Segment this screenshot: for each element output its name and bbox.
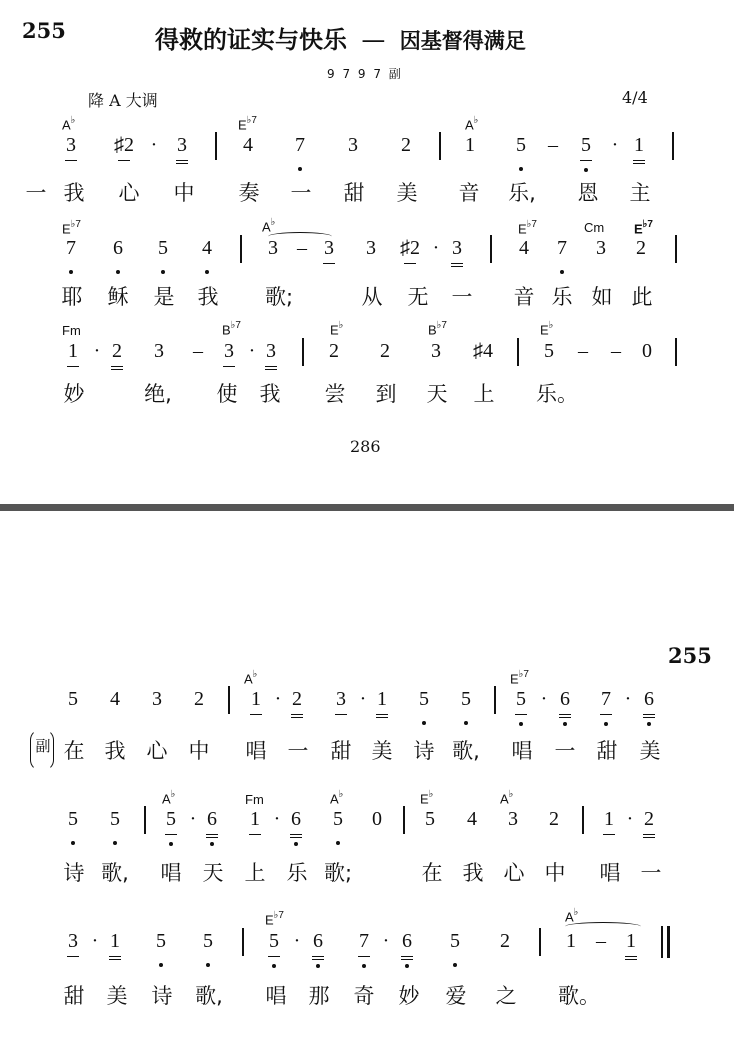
note: 4 — [467, 808, 477, 830]
lyric: 唱 — [245, 739, 267, 763]
bar-line — [582, 806, 584, 834]
dot: · — [359, 688, 367, 710]
lyric: 妙 — [63, 382, 85, 406]
lyric: 我 — [259, 382, 281, 406]
note: 1 — [628, 134, 650, 157]
note: 3 — [366, 237, 376, 259]
dot: · — [611, 134, 619, 156]
lyric: 甜 — [330, 739, 352, 763]
dot: · — [540, 688, 548, 710]
lyric: 歌。 — [558, 984, 600, 1008]
note: 1 — [566, 930, 576, 952]
note: 4 — [243, 134, 253, 156]
dot: · — [624, 688, 632, 710]
lyric: 歌; — [265, 285, 294, 309]
lyric: 歌, — [452, 739, 480, 763]
note: 4 — [519, 237, 529, 259]
note: 2 — [329, 340, 339, 362]
note: 5 — [263, 930, 285, 953]
final-bar-thick — [667, 926, 670, 958]
chord: A♭ — [465, 115, 479, 133]
note: 7 — [595, 688, 617, 711]
note: 1 — [244, 808, 266, 831]
note: 5 — [544, 340, 554, 362]
note: 5 — [425, 808, 435, 830]
note: 1 — [598, 808, 620, 831]
lyric: 乐 — [286, 861, 308, 885]
chord: A♭ — [262, 217, 276, 235]
bar-line — [242, 928, 244, 956]
note: 5 — [327, 808, 349, 831]
note: 2 — [549, 808, 559, 830]
lyric: 中 — [188, 739, 210, 763]
note: 7 — [60, 237, 82, 260]
chord: Cm — [584, 220, 605, 235]
dash: – — [297, 237, 307, 259]
chord: $E^{♭7}$ — [634, 219, 653, 237]
chord: $E^{♭7}$ — [518, 219, 537, 237]
chord: Fm — [245, 792, 264, 807]
note: 1 — [62, 340, 84, 363]
lyric: 是 — [153, 285, 175, 309]
bar-line — [672, 132, 674, 160]
lyric: 恩 — [577, 181, 599, 205]
lyric: 绝, — [144, 382, 172, 406]
note: 6 — [201, 808, 223, 831]
lyric: 甜 — [63, 984, 85, 1008]
dot: · — [150, 134, 158, 156]
chord: $E^{♭7}$ — [62, 219, 81, 237]
lyric: 那 — [308, 984, 330, 1008]
lyric: 美 — [396, 181, 418, 205]
bar-line — [240, 235, 242, 263]
lyric: 美 — [639, 739, 661, 763]
chord: $E^{♭7}$ — [510, 669, 529, 687]
note: 3 — [446, 237, 468, 260]
dash: – — [611, 340, 621, 362]
note: 2 — [194, 688, 204, 710]
bar-line — [228, 686, 230, 714]
note: 2 — [106, 340, 128, 363]
lyric: 乐 — [551, 285, 573, 309]
dot: · — [293, 930, 301, 952]
note: 6 — [554, 688, 576, 711]
dot: · — [432, 237, 440, 259]
note: 5 — [455, 688, 477, 711]
hymn-number: 255 — [668, 643, 712, 668]
lyric: 乐, — [508, 181, 536, 205]
lyric: 天 — [426, 382, 448, 406]
lyric: 爱 — [445, 984, 467, 1008]
note: 3 — [152, 688, 162, 710]
note: 2 — [380, 340, 390, 362]
note: 6 — [307, 930, 329, 953]
note: 7 — [353, 930, 375, 953]
chord: E♭ — [330, 320, 344, 338]
lyric: 唱 — [511, 739, 533, 763]
note: 1 — [104, 930, 126, 953]
dot: · — [189, 808, 197, 830]
note: 5 — [68, 688, 78, 710]
chord: A♭ — [565, 907, 579, 925]
dash: – — [596, 930, 606, 952]
lyric: 美 — [106, 984, 128, 1008]
lyric: 我 — [63, 181, 85, 205]
note: 3 — [268, 237, 278, 259]
note: 1 — [620, 930, 642, 953]
chord: A♭ — [62, 115, 76, 133]
note: 0 — [372, 808, 382, 830]
note: 3 — [348, 134, 358, 156]
lyric: 唱 — [265, 984, 287, 1008]
note: 5 — [510, 134, 532, 157]
lyric: 从 — [361, 285, 383, 309]
lyric: 在 — [63, 739, 85, 763]
lyric: 耶 — [61, 285, 83, 309]
lyric: 一 — [554, 739, 576, 763]
lyric: 在 — [421, 861, 443, 885]
note: 5 — [444, 930, 466, 953]
lyric: 无 — [407, 285, 429, 309]
note: 3 — [431, 340, 441, 362]
dot: · — [382, 930, 390, 952]
chord: Fm — [62, 323, 81, 338]
hymn-title — [155, 20, 526, 55]
note: ♯2 — [114, 134, 134, 156]
note: 1 — [465, 134, 475, 156]
bar-line — [517, 338, 519, 366]
lyric: 歌, — [101, 861, 129, 885]
note: 3 — [330, 688, 352, 711]
lyric: 稣 — [107, 285, 129, 309]
meter: 9 7 9 7 副 — [327, 67, 403, 81]
chord: $E^{♭7}$ — [265, 910, 284, 928]
lyric: 歌; — [324, 861, 353, 885]
bar-line — [490, 235, 492, 263]
lyric: 一 — [287, 739, 309, 763]
lyric: 我 — [104, 739, 126, 763]
title-main: 得救的证实与快乐 — [155, 26, 347, 54]
page-divider — [0, 504, 734, 511]
lyric: 中 — [173, 181, 195, 205]
lyric: 心 — [503, 861, 525, 885]
note: 4 — [196, 237, 218, 260]
bar-line — [539, 928, 541, 956]
bar-line — [215, 132, 217, 160]
chord: E♭ — [540, 320, 554, 338]
note: 5 — [152, 237, 174, 260]
title-dash: — — [361, 26, 386, 54]
note: 5 — [150, 930, 172, 953]
lyric: 之 — [495, 984, 517, 1008]
dot: · — [626, 808, 634, 830]
lyric: 甜 — [343, 181, 365, 205]
note: 3 — [62, 930, 84, 953]
lyric: 歌, — [195, 984, 223, 1008]
lyric: 我 — [462, 861, 484, 885]
lyric: 上 — [473, 382, 495, 406]
dot: · — [274, 688, 282, 710]
lyric: 使 — [216, 382, 238, 406]
lyric: 奏 — [238, 181, 260, 205]
lyric: 尝 — [324, 382, 346, 406]
chord: A♭ — [500, 789, 514, 807]
lyric: 诗 — [413, 739, 435, 763]
dot: · — [91, 930, 99, 952]
bar-line — [439, 132, 441, 160]
note: ♯2 — [400, 237, 420, 259]
hymn-number: 255 — [22, 18, 66, 43]
note: 3 — [508, 808, 518, 830]
lyric: 天 — [202, 861, 224, 885]
note: 2 — [401, 134, 411, 156]
note: 6 — [638, 688, 660, 711]
note: 3 — [596, 237, 606, 259]
bar-line — [403, 806, 405, 834]
lyric: 诗 — [151, 984, 173, 1008]
note: 3 — [171, 134, 193, 157]
lyric: 一 — [290, 181, 312, 205]
note: 5 — [413, 688, 435, 711]
bar-line — [144, 806, 146, 834]
final-bar-thin — [661, 926, 663, 958]
page-number: 286 — [350, 437, 381, 456]
note: 7 — [289, 134, 311, 157]
note: 2 — [286, 688, 308, 711]
chord: E♭ — [420, 789, 434, 807]
key-signature: 降 A 大调 — [88, 91, 158, 110]
note: 6 — [107, 237, 129, 260]
lyric: 妙 — [398, 984, 420, 1008]
note: 1 — [371, 688, 393, 711]
note: 3 — [218, 340, 240, 363]
lyric: 到 — [375, 382, 397, 406]
lyric: 上 — [244, 861, 266, 885]
dash: – — [193, 340, 203, 362]
lyric: 乐。 — [536, 382, 578, 406]
chord: A♭ — [244, 669, 258, 687]
bar-line — [675, 235, 677, 263]
lyric: 我 — [197, 285, 219, 309]
lyric: 唱 — [160, 861, 182, 885]
lyric: 心 — [118, 181, 140, 205]
lyric: 甜 — [596, 739, 618, 763]
bar-line — [675, 338, 677, 366]
lyric: 此 — [631, 285, 653, 309]
lyric: 主 — [629, 181, 651, 205]
note: 5 — [160, 808, 182, 831]
lyric: 中 — [544, 861, 566, 885]
lyric: 奇 — [353, 984, 375, 1008]
bar-line — [302, 338, 304, 366]
note: 5 — [510, 688, 532, 711]
chord: A♭ — [162, 789, 176, 807]
note: 5 — [62, 808, 84, 831]
lyric: 一 — [451, 285, 473, 309]
note: 4 — [110, 688, 120, 710]
dot: · — [93, 340, 101, 362]
bar-line — [494, 686, 496, 714]
chord: $B^{♭7}$ — [222, 320, 241, 338]
note: 5 — [575, 134, 597, 157]
lyric: 如 — [591, 285, 613, 309]
note: 2 — [638, 808, 660, 831]
lyric: 音 — [458, 181, 480, 205]
note: 5 — [197, 930, 219, 953]
note: 1 — [245, 688, 267, 711]
note: 2 — [636, 237, 646, 259]
title-subtitle: 因基督得满足 — [399, 29, 526, 53]
note: 6 — [285, 808, 307, 831]
note: 0 — [642, 340, 652, 362]
chord: $E^{♭7}$ — [238, 115, 257, 133]
note: 6 — [396, 930, 418, 953]
refrain-mark: 副 — [35, 737, 51, 755]
lyric: 音 — [513, 285, 535, 309]
chord: $B^{♭7}$ — [428, 320, 447, 338]
dot: · — [248, 340, 256, 362]
note: 3 — [60, 134, 82, 157]
note: 5 — [104, 808, 126, 831]
chord: A♭ — [330, 789, 344, 807]
dot: · — [273, 808, 281, 830]
lyric: 唱 — [599, 861, 621, 885]
lyric: 心 — [146, 739, 168, 763]
dash: – — [548, 134, 558, 156]
note: 3 — [260, 340, 282, 363]
note: 2 — [500, 930, 510, 952]
note: 3 — [318, 237, 340, 260]
dash: – — [578, 340, 588, 362]
lyric: 诗 — [63, 861, 85, 885]
note: ♯4 — [473, 340, 493, 362]
time-signature: 4/4 — [622, 88, 648, 107]
note: 7 — [551, 237, 573, 260]
note: 3 — [154, 340, 164, 362]
lyric: 美 — [371, 739, 393, 763]
lyric: 一 — [25, 181, 47, 205]
lyric: 一 — [640, 861, 662, 885]
